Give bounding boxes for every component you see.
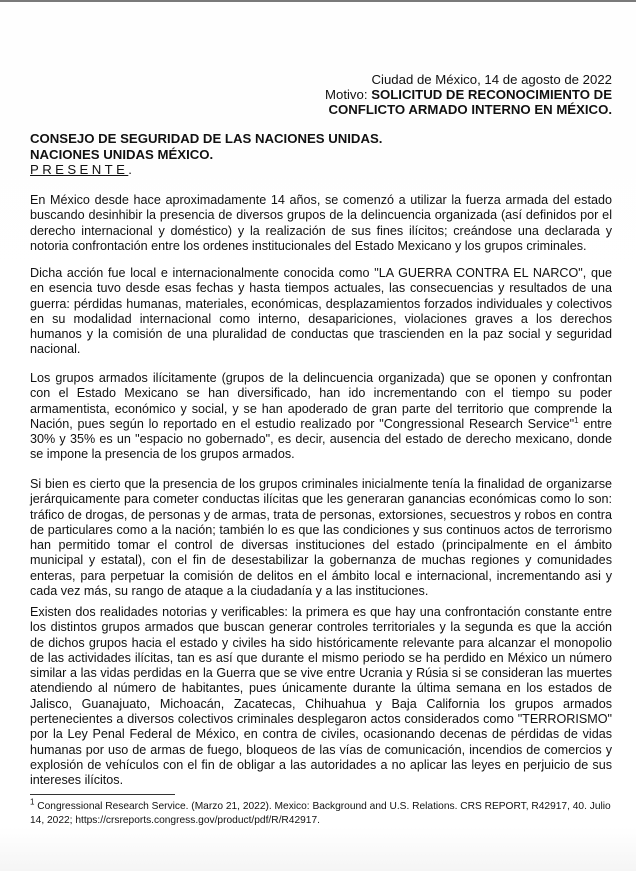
paragraph-2 [30,266,612,358]
paragraph-text-after-footnote: entre 30% y 35% es un "espacio no gobernado", es decir, ausencia del estado de derecho mexicano, donde se impone la presencia de los grupos armados. [30,416,612,462]
footnote-reference: 1 [574,415,579,425]
addressee-line1: CONSEJO DE SEGURIDAD DE LAS NACIONES UNIDAS. [30,131,383,146]
addressee-line2: NACIONES UNIDAS MÉXICO. [30,146,214,162]
paragraph-text: Dicha acción fue local e internacionalmente conocida como "LA GUERRA CONTRA EL NARCO", que en esencia tuvo desde esas fechas y hasta tiempos actuales, las consecuencias y resultados de una guerra: pérdidas humanas, materiales, económicas, desplazamientos forzados individuales y colectivos en su modalidad internacional como interno, desapariciones, violaciones graves a los derechos humanos y la comisión de una pluralidad de conductas que trascienden en la paz social y seguridad nacional. [30,266,612,357]
paragraph-5 [30,605,612,789]
motivo-subject-line2: CONFLICTO ARMADO INTERNO EN MÉXICO. [328,102,612,117]
presente-label: PRESENTE [30,162,129,177]
paragraph-3 [30,371,612,463]
presente-line [30,162,382,178]
paragraph-4 [30,477,612,599]
footnote-text: Congressional Research Service. (Marzo 21, 2022). Mexico: Background and U.S. Relations. CRS REPORT, R42917, 40. Julio 14, 2022; https://crsreports.congress.gov/product/pdf/R/R42917. [30,801,611,826]
document-page [0,2,636,871]
presente-suffix: . [128,162,132,177]
motivo-label: Motivo: [325,87,372,102]
letter-header [325,72,612,117]
footnote-divider [30,794,175,795]
paragraph-text: Si bien es cierto que la presencia de los grupos criminales inicialmente tenía la finalidad de organizarse jerárquicamente para cometer conductas ilícitas que les generaran ganancias económicas como lo son: tráfico de drogas, de personas y de armas, trata de personas, extorsiones, secuestros y robos en contra de particulares como a la nación; también lo es que las condiciones y sus continuos actos de terrorismo han permitido tomar el control de diversas instituciones del estado (principalmente en el ámbito municipal y estatal), con el fin de desestabilizar la gobernanza de muchas regiones y comunidades enteras, para perpetuar la comisión de delitos en el ámbito local e internacional, incrementando asi y cada vez más, su rango de ataque a la ciudadanía y a las instituciones. [30,477,612,599]
addressee-block [30,131,382,178]
footnote [30,797,620,827]
motivo-subject-line1: SOLICITUD DE RECONOCIMIENTO DE [371,87,612,102]
paragraph-1 [30,193,612,254]
paragraph-text [30,371,612,463]
paragraph-text-before-footnote: Los grupos armados ilícitamente (grupos de la delincuencia organizada) que se oponen y confrontan con el Estado Mexicano se han diversificado, han ido incrementando con el tiempo su poder armamentista, económico y social, y se han apoderado de gran parte del territorio que comprende la Nación, pues según lo reportado en el estudio realizado por "Congressional Research Service" [30,371,612,431]
paragraph-text: En México desde hace aproximadamente 14 años, se comenzó a utilizar la fuerza armada del estado buscando desinhibir la presencia de diversos grupos de la delincuencia organizada (así definidos por el derecho internacional y doméstico) y la realización de sus fines ilícitos; creándose una declarada y notoria confrontación entre los ordenes institucionales del Estado Mexicano y los grupos criminales. [30,193,612,253]
paragraph-text: Existen dos realidades notorias y verificables: la primera es que hay una confrontación constante entre los distintos grupos armados que buscan generar controles territoriales y la segunda es que la acción de dichos grupos hacia el estado y civiles ha sido históricamente relevante para alcanzar el monopolio de las actividades ilícitas, tan es así que durante el mismo periodo se ha perdido en México un número similar a las vidas perdidas en la Guerra que se vive entre Ucrania y Rúsia si se consideran las muertes atendiendo al número de habitantes, pues únicamente durante la última semana en los estados de Jalisco, Guanajuato, Michoacán, Zacatecas, Chihuahua y Baja California los grupos armados pertenecientes a diversos colectivos criminales desplegaron actos considerados como "TERRORISMO" por la Ley Penal Federal de México, en contra de civiles, ocasionando decenas de pérdidas de vidas humanas por uso de armas de fuego, bloqueos de las vías de comunicación, incendios de comercios y explosión de vehículos con el fin de obligar a las autoridades a no aplicar las leyes en perjuicio de sus intereses ilícitos. [30,605,612,788]
place-date: Ciudad de México, 14 de agosto de 2022 [371,72,612,87]
footnote-number: 1 [30,797,35,807]
motivo-line [325,87,612,102]
